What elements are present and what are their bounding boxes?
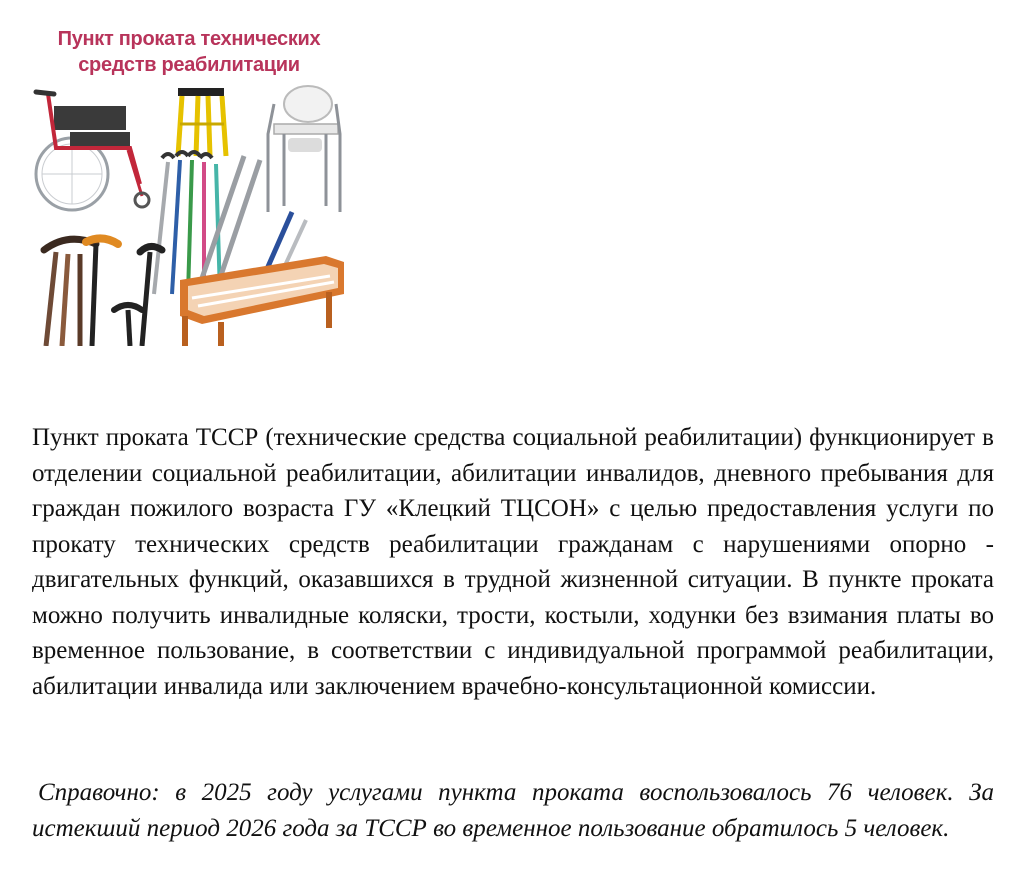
hero-title-line-1: Пункт проката технических xyxy=(57,28,321,50)
reference-note: Справочно: в 2025 году услугами пункта проката воспользовалось 76 человек. За истекший период 2026 года за ТССР во временное пользование обратилось 5 человек. xyxy=(32,779,994,842)
hero-image xyxy=(30,22,348,346)
rehab-equipment-illustration xyxy=(30,84,348,346)
commode-chair-icon xyxy=(268,86,340,212)
wheelchair-icon xyxy=(36,92,149,210)
walker-icon xyxy=(178,88,226,156)
walking-canes-icon xyxy=(44,238,162,346)
main-paragraph: Пункт проката ТССР (технические средства социальной реабилитации) функционирует в отделении социальной реабилитации, абилитации инвалидов, дневного пребывания для граждан пожилого возраста ГУ «Клецкий ТЦСОН» с целью предоставления услуги по прокату технических средств реабилитации гражданам с нарушениями опорно - двигательных функций, оказавшихся в трудной жизненной ситуации. В пункте проката можно получить инвалидные коляски, трости, костыли, ходунки без взимания платы во временное пользование, в соответствии с индивидуальной программой реабилитации, абилитации инвалида или заключением врачебно-консультационной комиссии. xyxy=(32,424,994,700)
hero-title-line-2: средств реабилитации xyxy=(78,54,300,76)
hero-title xyxy=(30,26,348,78)
